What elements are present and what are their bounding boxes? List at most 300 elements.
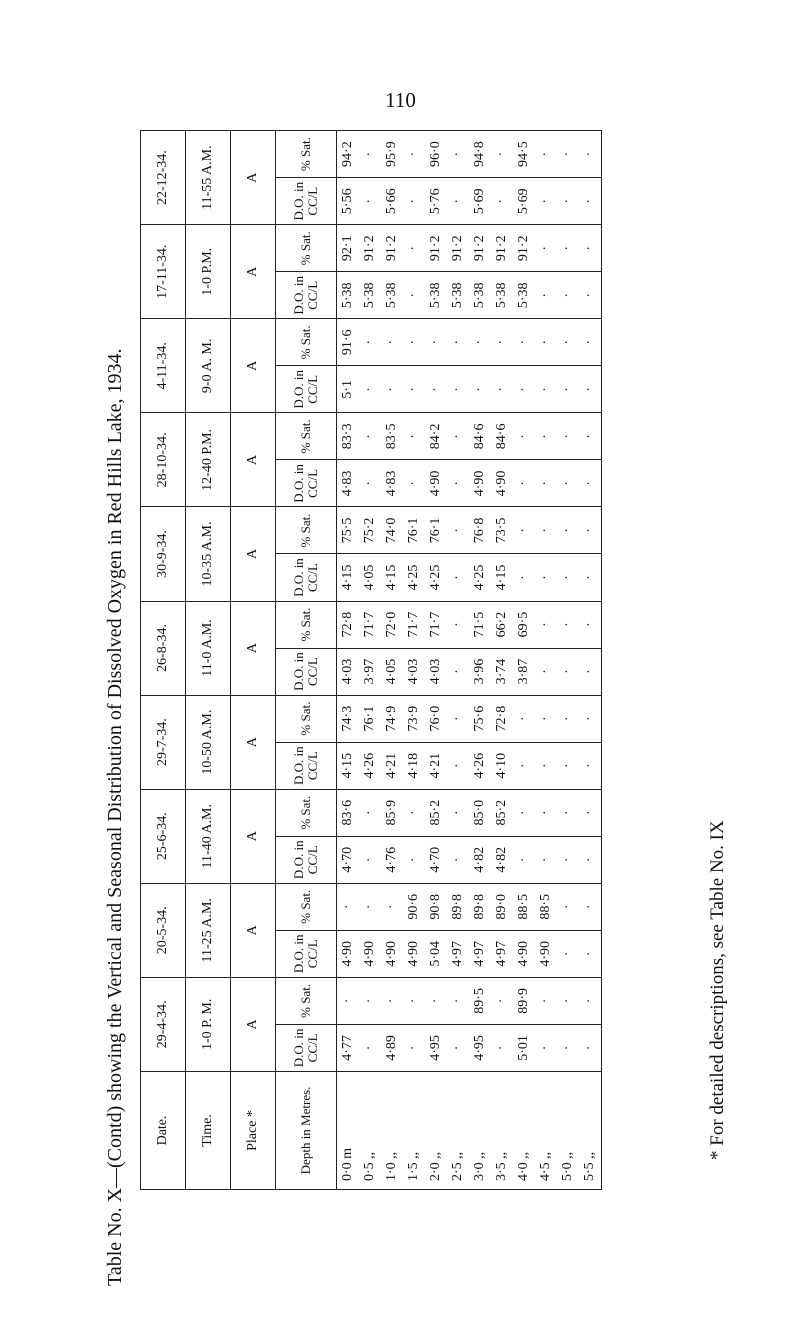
do-value: · — [557, 742, 579, 789]
do-value: · — [359, 1024, 381, 1071]
do-value: · — [403, 460, 425, 507]
do-column-header: D.O. in CC/L — [276, 930, 337, 977]
do-value: 4·15 — [337, 742, 360, 789]
sat-value: 71·7 — [359, 601, 381, 648]
sat-value: 91·2 — [513, 225, 535, 272]
sat-value: 89·8 — [447, 883, 469, 930]
do-value: 4·77 — [337, 1024, 360, 1071]
sat-value: 74·9 — [381, 695, 403, 742]
sat-value: · — [337, 883, 360, 930]
do-value: 4·83 — [381, 460, 403, 507]
table-row — [557, 131, 579, 1190]
do-value: · — [403, 1024, 425, 1071]
sat-value: · — [447, 507, 469, 554]
sat-value: · — [579, 319, 602, 366]
sat-value: · — [557, 319, 579, 366]
sat-value: · — [403, 789, 425, 836]
table-row — [381, 131, 403, 1190]
do-value: · — [535, 742, 557, 789]
do-value: · — [535, 178, 557, 225]
sat-column-header: % Sat. — [276, 319, 337, 366]
do-value: · — [403, 178, 425, 225]
do-value: · — [359, 178, 381, 225]
sat-value: 94·5 — [513, 131, 535, 178]
do-value: · — [579, 554, 602, 601]
do-value: · — [579, 272, 602, 319]
stub-header-depth: Depth in Metres. — [276, 1071, 337, 1189]
sat-value: · — [359, 413, 381, 460]
do-value: · — [513, 554, 535, 601]
sat-value: · — [557, 507, 579, 554]
sat-value: · — [557, 225, 579, 272]
date-cell: 28-10-34. — [141, 413, 186, 507]
date-cell: 4-11-34. — [141, 319, 186, 413]
date-cell: 22-12-34. — [141, 131, 186, 225]
do-value: · — [491, 1024, 513, 1071]
sat-column-header: % Sat. — [276, 695, 337, 742]
place-cell: A — [231, 883, 276, 977]
time-cell: 10-50 A.M. — [186, 695, 231, 789]
do-value: · — [579, 178, 602, 225]
sat-value: · — [557, 131, 579, 178]
stub-header-time: Time. — [186, 1071, 231, 1189]
sat-value: 91·6 — [337, 319, 360, 366]
sat-value: 88·5 — [513, 883, 535, 930]
sat-value: · — [535, 977, 557, 1024]
page-number: 110 — [385, 88, 416, 112]
do-value: · — [535, 272, 557, 319]
sat-value: · — [579, 695, 602, 742]
do-value: · — [491, 178, 513, 225]
do-value: 4·95 — [469, 1024, 491, 1071]
do-value: 5·38 — [425, 272, 447, 319]
do-value: 4·15 — [337, 554, 360, 601]
do-value: · — [579, 742, 602, 789]
do-value: 4·25 — [425, 554, 447, 601]
do-value: · — [579, 1024, 602, 1071]
sat-value: · — [381, 319, 403, 366]
do-value: 4·97 — [447, 930, 469, 977]
do-value: · — [469, 366, 491, 413]
sat-value: · — [557, 601, 579, 648]
sat-value: 75·2 — [359, 507, 381, 554]
do-column-header: D.O. in CC/L — [276, 836, 337, 883]
do-value: 5·56 — [337, 178, 360, 225]
sat-value: · — [447, 413, 469, 460]
sat-value: · — [535, 413, 557, 460]
do-value: · — [359, 836, 381, 883]
do-value: 5·01 — [513, 1024, 535, 1071]
do-value: · — [425, 366, 447, 413]
do-column-header: D.O. in CC/L — [276, 366, 337, 413]
table-row — [491, 131, 513, 1190]
sat-value: 72·8 — [491, 695, 513, 742]
sat-value: 75·6 — [469, 695, 491, 742]
do-value: 4·83 — [337, 460, 360, 507]
sat-value: · — [513, 413, 535, 460]
do-value: · — [579, 836, 602, 883]
sat-value: · — [447, 131, 469, 178]
sat-value: 71·7 — [425, 601, 447, 648]
sat-column-header: % Sat. — [276, 131, 337, 178]
depth-cell: 0·0 m — [337, 1071, 360, 1189]
do-value: 5·76 — [425, 178, 447, 225]
sat-value: · — [579, 789, 602, 836]
sat-value: 89·9 — [513, 977, 535, 1024]
do-value: · — [447, 1024, 469, 1071]
sat-value: · — [535, 695, 557, 742]
sat-value: · — [535, 319, 557, 366]
sat-value: 76·1 — [425, 507, 447, 554]
do-column-header: D.O. in CC/L — [276, 460, 337, 507]
sat-column-header: % Sat. — [276, 507, 337, 554]
table-row — [579, 131, 602, 1190]
sat-value: · — [513, 789, 535, 836]
do-column-header: D.O. in CC/L — [276, 554, 337, 601]
time-cell: 11-0 A.M. — [186, 601, 231, 695]
do-value: · — [535, 1024, 557, 1071]
footnote: * For detailed descriptions, see Table No. IX — [707, 820, 728, 1160]
time-cell: 1-0 P.M. — [186, 225, 231, 319]
do-value: 4·03 — [337, 648, 360, 695]
sat-value: 92·1 — [337, 225, 360, 272]
sat-value: · — [491, 319, 513, 366]
time-cell: 12-40 P.M. — [186, 413, 231, 507]
sat-value: · — [535, 225, 557, 272]
do-value: 4·21 — [425, 742, 447, 789]
sat-value: 91·2 — [425, 225, 447, 272]
do-value: · — [557, 460, 579, 507]
depth-cell: 4·5 ,, — [535, 1071, 557, 1189]
sat-value: · — [425, 977, 447, 1024]
do-value: 4·03 — [403, 648, 425, 695]
do-value: · — [513, 836, 535, 883]
do-value: 4·03 — [425, 648, 447, 695]
do-value: · — [557, 178, 579, 225]
do-value: · — [557, 930, 579, 977]
do-value: 4·90 — [403, 930, 425, 977]
sat-value: · — [491, 977, 513, 1024]
table-row — [403, 131, 425, 1190]
sat-value: 91·2 — [359, 225, 381, 272]
page-title: Table No. X—(Contd) showing the Vertical and Seasonal Distribution of Dissolved Oxygen in Red Hills Lake, 1934. — [104, 348, 126, 1286]
sat-value: 69·5 — [513, 601, 535, 648]
sat-column-header: % Sat. — [276, 601, 337, 648]
sat-value: · — [359, 319, 381, 366]
depth-cell: 4·0 ,, — [513, 1071, 535, 1189]
do-value: · — [403, 272, 425, 319]
do-value: · — [359, 460, 381, 507]
sat-value: · — [579, 225, 602, 272]
do-value: 5·66 — [381, 178, 403, 225]
do-value: · — [557, 554, 579, 601]
sat-column-header: % Sat. — [276, 883, 337, 930]
sat-value: · — [447, 319, 469, 366]
sat-value: 84·2 — [425, 413, 447, 460]
do-value: 5·38 — [513, 272, 535, 319]
do-value: · — [535, 366, 557, 413]
sat-value: 95·9 — [381, 131, 403, 178]
do-value: · — [447, 460, 469, 507]
do-value: 4·05 — [381, 648, 403, 695]
do-value: · — [403, 366, 425, 413]
sat-value: 83·3 — [337, 413, 360, 460]
sat-value: · — [579, 131, 602, 178]
stub-header-place: Place * — [231, 1071, 276, 1189]
sat-value: 72·0 — [381, 601, 403, 648]
table-row — [337, 131, 360, 1190]
do-value: 4·97 — [491, 930, 513, 977]
sat-value: · — [469, 319, 491, 366]
date-cell: 25-6-34. — [141, 789, 186, 883]
do-value: · — [579, 648, 602, 695]
time-cell: 11-55 A.M. — [186, 131, 231, 225]
sat-value: · — [557, 883, 579, 930]
sat-value: · — [557, 789, 579, 836]
do-value: · — [447, 554, 469, 601]
sat-value: 85·2 — [425, 789, 447, 836]
sat-value: · — [579, 883, 602, 930]
place-cell: A — [231, 601, 276, 695]
sat-value: 71·7 — [403, 601, 425, 648]
do-value: 4·26 — [359, 742, 381, 789]
sat-column-header: % Sat. — [276, 977, 337, 1024]
sat-value: · — [425, 319, 447, 366]
date-cell: 29-7-34. — [141, 695, 186, 789]
do-value: · — [513, 742, 535, 789]
place-cell: A — [231, 225, 276, 319]
sat-column-header: % Sat. — [276, 225, 337, 272]
do-value: 4·70 — [425, 836, 447, 883]
do-value: 4·90 — [469, 460, 491, 507]
place-cell: A — [231, 977, 276, 1071]
sat-value: · — [557, 413, 579, 460]
do-value: 4·90 — [513, 930, 535, 977]
sat-value: 72·8 — [337, 601, 360, 648]
sat-value: · — [403, 319, 425, 366]
sat-value: 83·5 — [381, 413, 403, 460]
do-value: 5·69 — [469, 178, 491, 225]
sat-value: 83·6 — [337, 789, 360, 836]
depth-cell: 1·0 ,, — [381, 1071, 403, 1189]
date-cell: 29-4-34. — [141, 977, 186, 1071]
do-value: 4·90 — [491, 460, 513, 507]
do-value: 4·90 — [337, 930, 360, 977]
do-value: · — [513, 460, 535, 507]
table-row — [469, 131, 491, 1190]
do-value: 5·38 — [447, 272, 469, 319]
table-row — [535, 131, 557, 1190]
do-value: 5·04 — [425, 930, 447, 977]
sat-value: 73·5 — [491, 507, 513, 554]
sat-value: · — [403, 225, 425, 272]
do-value: 4·05 — [359, 554, 381, 601]
depth-cell: 3·0 ,, — [469, 1071, 491, 1189]
sat-value: 89·8 — [469, 883, 491, 930]
sat-value: · — [579, 507, 602, 554]
sat-value: · — [403, 413, 425, 460]
place-cell: A — [231, 131, 276, 225]
sat-value: 85·0 — [469, 789, 491, 836]
sat-value: 71·5 — [469, 601, 491, 648]
time-cell: 9-0 A. M. — [186, 319, 231, 413]
sat-value: 74·0 — [381, 507, 403, 554]
sat-value: · — [447, 789, 469, 836]
sat-value: 76·8 — [469, 507, 491, 554]
depth-cell: 5·0 ,, — [557, 1071, 579, 1189]
sat-value: · — [535, 789, 557, 836]
sat-value: · — [579, 413, 602, 460]
do-value: 5·38 — [337, 272, 360, 319]
do-value: · — [491, 366, 513, 413]
sat-value: · — [359, 883, 381, 930]
do-value: 4·97 — [469, 930, 491, 977]
sat-value: · — [447, 601, 469, 648]
sat-value: · — [513, 507, 535, 554]
do-value: · — [447, 366, 469, 413]
do-value: 3·96 — [469, 648, 491, 695]
sat-value: · — [359, 789, 381, 836]
sat-value: · — [535, 601, 557, 648]
do-value: · — [381, 366, 403, 413]
sat-value: 84·6 — [491, 413, 513, 460]
depth-cell: 1·5 ,, — [403, 1071, 425, 1189]
sat-value: · — [447, 695, 469, 742]
do-value: · — [535, 460, 557, 507]
do-value: · — [447, 836, 469, 883]
depth-cell: 2·0 ,, — [425, 1071, 447, 1189]
sat-value: · — [403, 977, 425, 1024]
sat-column-header: % Sat. — [276, 789, 337, 836]
sat-value: · — [557, 977, 579, 1024]
sat-value: 75·5 — [337, 507, 360, 554]
sat-value: 89·0 — [491, 883, 513, 930]
do-value: 5·38 — [359, 272, 381, 319]
place-cell: A — [231, 507, 276, 601]
sat-value: 91·2 — [491, 225, 513, 272]
sat-value: 76·1 — [403, 507, 425, 554]
do-value: 4·25 — [403, 554, 425, 601]
sat-value: · — [337, 977, 360, 1024]
do-value: · — [557, 836, 579, 883]
do-value: · — [447, 742, 469, 789]
place-cell: A — [231, 789, 276, 883]
do-value: 5·38 — [469, 272, 491, 319]
sat-value: 76·0 — [425, 695, 447, 742]
rotated-table-container — [140, 130, 660, 1190]
time-cell: 11-25 A.M. — [186, 883, 231, 977]
sat-value: 76·1 — [359, 695, 381, 742]
do-value: · — [447, 178, 469, 225]
sat-value: · — [381, 883, 403, 930]
do-value: 4·70 — [337, 836, 360, 883]
sat-value: 73·9 — [403, 695, 425, 742]
sat-value: 94·2 — [337, 131, 360, 178]
do-value: 3·87 — [513, 648, 535, 695]
do-value: 4·90 — [535, 930, 557, 977]
do-value: · — [359, 366, 381, 413]
sat-value: · — [359, 131, 381, 178]
do-column-header: D.O. in CC/L — [276, 1024, 337, 1071]
do-value: 4·82 — [469, 836, 491, 883]
sat-value: 90·8 — [425, 883, 447, 930]
sat-value: · — [381, 977, 403, 1024]
do-value: · — [513, 366, 535, 413]
do-value: 4·89 — [381, 1024, 403, 1071]
do-value: 4·90 — [381, 930, 403, 977]
do-value: 4·82 — [491, 836, 513, 883]
sat-value: 91·2 — [381, 225, 403, 272]
sat-value: · — [491, 131, 513, 178]
sat-value: 66·2 — [491, 601, 513, 648]
do-value: · — [535, 836, 557, 883]
do-value: 4·25 — [469, 554, 491, 601]
do-value: · — [535, 554, 557, 601]
sat-value: 74·3 — [337, 695, 360, 742]
date-cell: 30-9-34. — [141, 507, 186, 601]
do-value: 5·1 — [337, 366, 360, 413]
do-value: 4·26 — [469, 742, 491, 789]
do-value: · — [535, 648, 557, 695]
sat-value: · — [359, 977, 381, 1024]
sat-value: · — [513, 319, 535, 366]
do-value: · — [557, 648, 579, 695]
sat-value: · — [579, 601, 602, 648]
do-value: 5·38 — [381, 272, 403, 319]
do-value: 5·69 — [513, 178, 535, 225]
sat-value: 85·9 — [381, 789, 403, 836]
sat-value: · — [403, 131, 425, 178]
do-value: 4·90 — [359, 930, 381, 977]
depth-cell: 5·5 ,, — [579, 1071, 602, 1189]
table-row — [513, 131, 535, 1190]
do-value: · — [447, 648, 469, 695]
time-cell: 1-0 P. M. — [186, 977, 231, 1071]
do-value: 4·18 — [403, 742, 425, 789]
table-row — [425, 131, 447, 1190]
do-value: 4·90 — [425, 460, 447, 507]
sat-value: 91·2 — [447, 225, 469, 272]
do-value: 4·15 — [381, 554, 403, 601]
do-value: · — [579, 460, 602, 507]
sat-value: · — [513, 695, 535, 742]
do-value: · — [579, 366, 602, 413]
stub-header-date: Date. — [141, 1071, 186, 1189]
do-value: · — [557, 1024, 579, 1071]
do-value: 5·38 — [491, 272, 513, 319]
depth-cell: 2·5 ,, — [447, 1071, 469, 1189]
date-cell: 26-8-34. — [141, 601, 186, 695]
sat-value: 84·6 — [469, 413, 491, 460]
date-cell: 17-11-34. — [141, 225, 186, 319]
do-value: 4·95 — [425, 1024, 447, 1071]
sat-value: 96·0 — [425, 131, 447, 178]
sat-value: 89·5 — [469, 977, 491, 1024]
do-value: 4·21 — [381, 742, 403, 789]
do-value: 3·74 — [491, 648, 513, 695]
sat-value: 90·6 — [403, 883, 425, 930]
sat-value: · — [579, 977, 602, 1024]
time-cell: 10-35 A.M. — [186, 507, 231, 601]
sat-value: · — [535, 131, 557, 178]
sat-value: 94·8 — [469, 131, 491, 178]
depth-cell: 3·5 ,, — [491, 1071, 513, 1189]
do-column-header: D.O. in CC/L — [276, 272, 337, 319]
sat-value: · — [557, 695, 579, 742]
table-row — [359, 131, 381, 1190]
table-row — [447, 131, 469, 1190]
sat-column-header: % Sat. — [276, 413, 337, 460]
